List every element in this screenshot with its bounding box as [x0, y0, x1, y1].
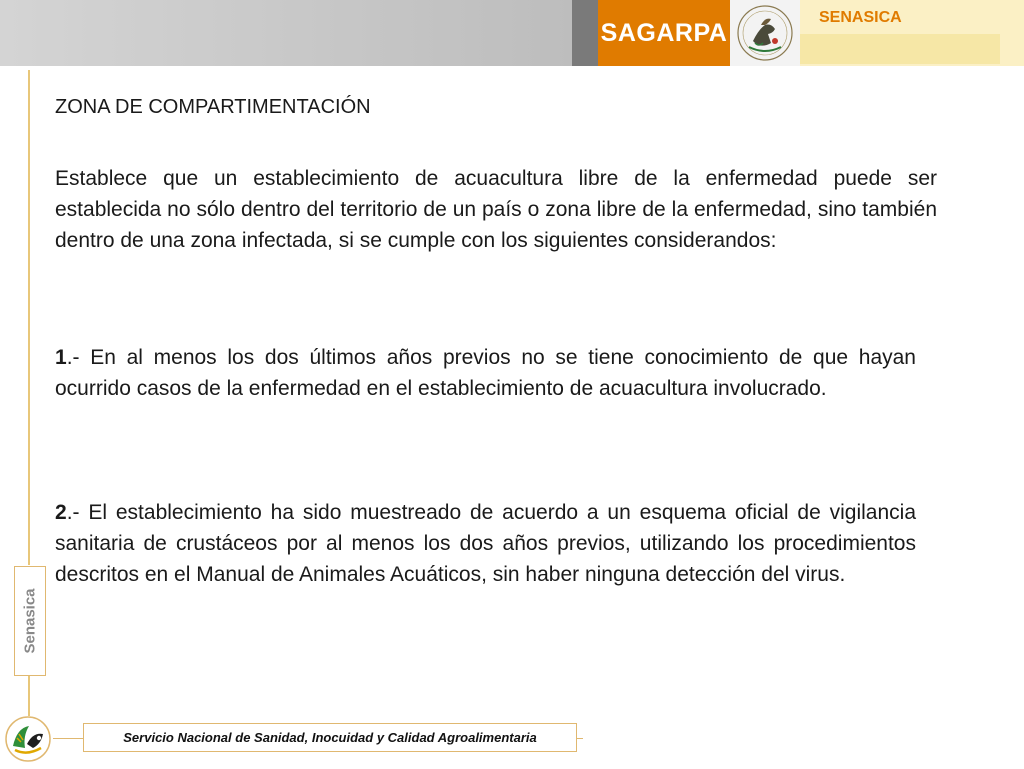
- item-1: [55, 342, 916, 404]
- mexican-eagle-seal-icon: [730, 0, 800, 66]
- item-1-number: 1: [55, 346, 67, 369]
- header-dark-band: [572, 0, 598, 66]
- header-gray-band: [0, 0, 572, 66]
- header-senasica-panel: [800, 0, 1024, 66]
- sagarpa-label: SAGARPA: [600, 18, 728, 47]
- sidebar-label-box: [14, 566, 46, 676]
- item-2: [55, 497, 916, 590]
- left-rule: [28, 70, 30, 565]
- senasica-logo-icon: [3, 714, 53, 764]
- page-title: ZONA DE COMPARTIMENTACIÓN: [55, 96, 371, 118]
- footer-text: Servicio Nacional de Sanidad, Inocuidad y Calidad Agroalimentaria: [123, 730, 537, 745]
- item-2-text: .- El establecimiento ha sido muestreado de acuerdo a un esquema oficial de vigilancia sanitaria de crustáceos por al menos los dos años previos, utilizando los procedimientos descritos en el Manual de Animales Acuáticos, sin haber ninguna detección del virus.: [55, 501, 916, 586]
- header-cream-band: [800, 34, 1000, 64]
- sagarpa-logo: [598, 0, 730, 66]
- item-2-number: 2: [55, 501, 67, 524]
- item-1-text: .- En al menos los dos últimos años previos no se tiene conocimiento de que hayan ocurrido casos de la enfermedad en el establecimiento de acuacultura involucrado.: [55, 346, 916, 400]
- left-rule-lower: [28, 676, 30, 716]
- footer-banner: [83, 723, 577, 752]
- intro-paragraph: Establece que un establecimiento de acuacultura libre de la enfermedad puede ser establecida no sólo dentro del territorio de un país o zona libre de la enfermedad, sino también dentro de una zona infectada, si se cumple con los siguientes considerandos:: [55, 167, 937, 252]
- senasica-header-label: SENASICA: [819, 9, 902, 26]
- sidebar-label: Senasica: [21, 588, 39, 654]
